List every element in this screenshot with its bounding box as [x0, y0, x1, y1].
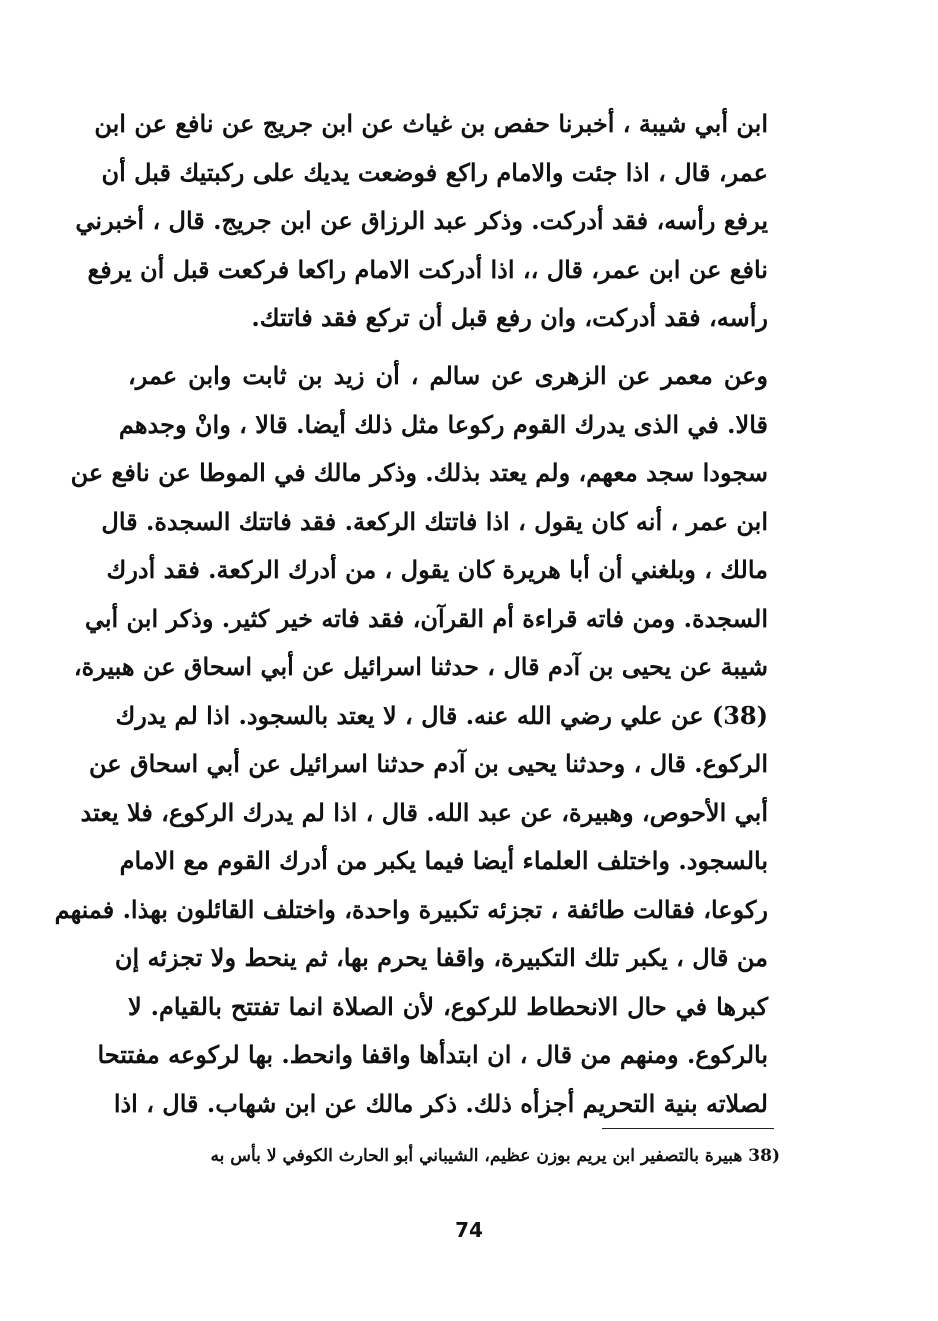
text-line: ابن أبي شيبة ، أخبرنا حفص بن غياث عن ابن جريج عن نافع عن ابن — [94, 109, 768, 138]
text-line: بالركوع. ومنهم من قال ، ان ابتدأها واقفا وانحط. بها لركوعه مفتتحا — [97, 1040, 768, 1069]
footnote-divider — [602, 1128, 774, 1129]
text-line: أبي الأحوص، وهبيرة، عن عبد الله. قال ، اذا لم يدرك الركوع، فلا يعتد — [80, 797, 768, 827]
text-line: يرفع رأسه، فقد أدركت. وذكر عبد الرزاق عن ابن جريج. قال ، أخبرني — [75, 206, 768, 235]
text-line: السجدة. ومن فاته قراءة أم القرآن، فقد فاته خير كثير. وذكر ابن أبي — [84, 603, 768, 633]
page-number: 74 — [455, 1218, 483, 1242]
text-line: عمر، قال ، اذا جئت والامام راكع فوضعت يديك على ركبتيك قبل أن — [101, 157, 768, 187]
text-line: قالا. في الذى يدرك القوم ركوعا مثل ذلك أيضا. قالا ، وانْ وجدهم — [118, 409, 768, 439]
text-line: الركوع. قال ، وحدثنا يحيى بن آدم حدثنا اسرائيل عن أبي اسحاق عن — [89, 749, 768, 778]
text-line: من قال ، يكبر تلك التكبيرة، واقفا يحرم بها، ثم ينحط ولا تجزئه إن — [114, 943, 768, 972]
paragraph-2 — [54, 352, 768, 1128]
paragraph-1 — [75, 100, 768, 343]
text-line: ركوعا، فقالت طائفة ، تجزئه تكبيرة واحدة، واختلف القائلون بهذا. فمنهم — [54, 894, 768, 924]
text-line: نافع عن ابن عمر، قال ،، اذا أدركت الامام راكعا فركعت قبل أن يرفع — [87, 254, 768, 284]
text-line: سجودا سجد معهم، ولم يعتد بذلك. وذكر مالك في الموطا عن نافع عن — [70, 458, 768, 487]
text-line: وعن معمر عن الزهرى عن سالم ، أن زيد بن ثابت وابن عمر، — [128, 361, 768, 390]
text-line: رأسه، فقد أدركت، وان رفع قبل أن تركع فقد فاتتك. — [251, 303, 768, 332]
text-line: شيبة عن يحيى بن آدم قال ، حدثنا اسرائيل عن أبي اسحاق عن هبيرة، — [73, 652, 768, 681]
text-line: لصلاته بنية التحريم أجزأه ذلك. ذكر مالك عن ابن شهاب. قال ، اذا — [113, 1088, 768, 1118]
text-line: مالك ، وبلغني أن أبا هريرة كان يقول ، من أدرك الركعة. فقد أدرك — [106, 555, 768, 584]
text-line: بالسجود. واختلف العلماء أيضا فيما يكبر من أدرك القوم مع الامام — [119, 846, 768, 875]
text-line: ابن عمر ، أنه كان يقول ، اذا فاتتك الركعة. فقد فاتتك السجدة. قال — [101, 506, 768, 536]
text-line: (38) عن علي رضي الله عنه. قال ، لا يعتد بالسجود. اذا لم يدرك — [115, 700, 768, 730]
text-line: كبرها في حال الانحطاط للركوع، لأن الصلاة انما تفتتح بالقيام. لا — [128, 991, 768, 1021]
footnote: (38 هبيرة بالتصفير ابن يريم بوزن عظيم، الشيباني أبو الحارث الكوفي لا بأس به — [210, 1146, 780, 1166]
